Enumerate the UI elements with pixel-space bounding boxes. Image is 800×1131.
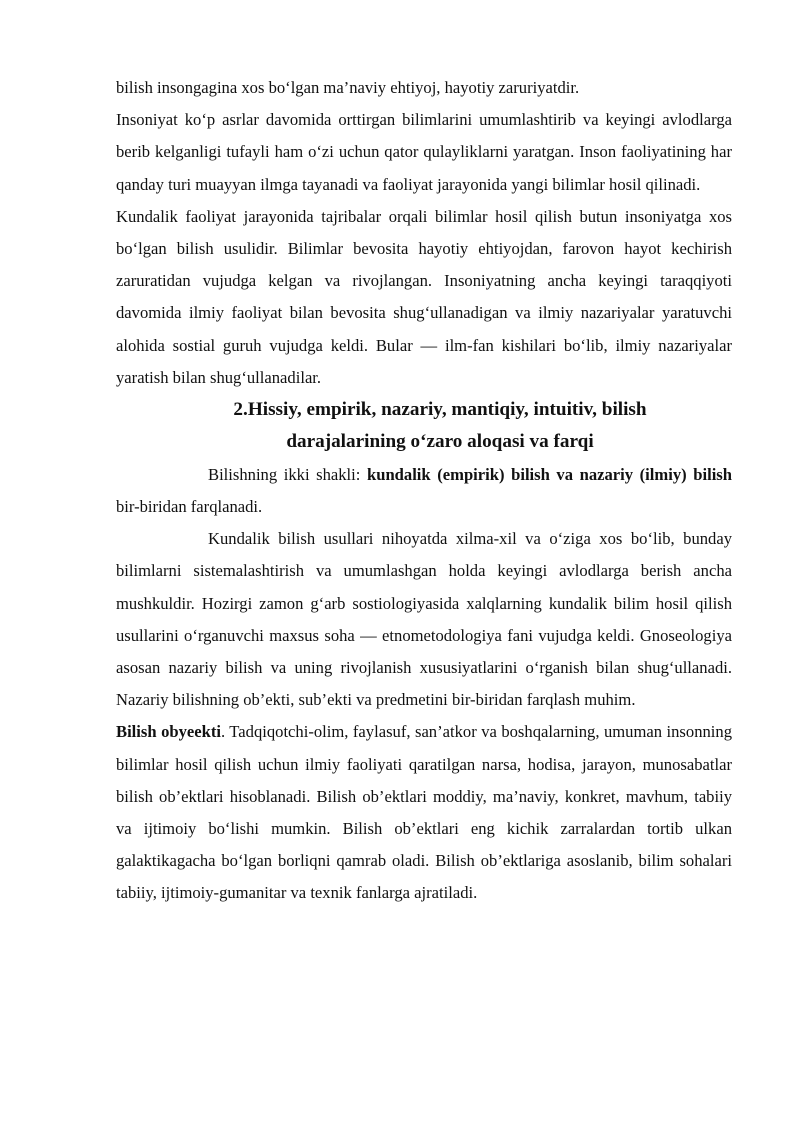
object-term-bold: Bilish obyeekti [116,722,221,742]
paragraph-humanity-knowledge: Insoniyat ko‘p asrlar davomida orttirgan bilimlarini umumlashtirib va keyingi avlodlarga berib kelganligi tufayli ham o‘zi uchun qator qulayliklarni yaratgan. Inson faoliyatining har qanday turi muayyan ilmga tayanadi va faoliyat jarayonida yangi bilimlar hosil qilinadi. [116,110,732,194]
two-forms-lead: Bilishning ikki shakli: [208,464,367,484]
document-page [116,72,732,910]
paragraph-object-of-knowledge [116,716,732,909]
paragraph-intro-continuation: bilish insongagina xos bo‘lgan ma’naviy ehtiyoj, hayotiy zaruriyatdir. [116,78,580,97]
section-heading-line-2: darajalarining o‘zaro aloqasi va farqi [286,431,594,453]
section-heading-line-1: 2.Hissiy, empirik, nazariy, mantiqiy, intuitiv, bilish [233,399,647,421]
section-heading [116,394,732,459]
paragraph-everyday-activity: Kundalik faoliyat jarayonida tajribalar orqali bilimlar hosil qilish butun insoniyatga xos bo‘lgan bilish usulidir. Bilimlar bevosita hayotiy ehtiyojdan, farovon hayot kechirish zaruratidan vujudga kelgan va rivojlangan. Insoniyatning ancha keyingi taraqqiyoti davomida ilmiy faoliyat bilan bevosita shug‘ullanadigan va ilmiy nazariyalar yaratuvchi alohida sostial guruh vujudga keldi. Bular — ilm-fan kishilari bo‘lib, ilmiy nazariyalar yaratish bilan shug‘ullanadilar. [116,206,732,387]
paragraph-two-forms [116,459,732,523]
two-forms-bold-term: kundalik (empirik) bilish va nazariy (ilmiy) bilish [366,464,732,484]
object-definition: . Tadqiqotchi-olim, faylasuf, san’atkor va boshqalarning, umuman insonning bilimlar hosil qilish uchun ilmiy faoliyati qaratilgan narsa, hodisa, jarayon, munosabatlar bilish ob’ektlari hisoblanadi. Bilish ob’ektlari moddiy, ma’naviy, konkret, mavhum, tabiiy va ijtimoiy bo‘lishi mumkin. Bilish ob’ektlari eng kichik zarralardan tortib ulkan galaktikagacha bo‘lgan borliqni qamrab oladi. Bilish ob’ektlariga asoslanib, bilim sohalari tabiiy, ijtimoiy-gumanitar va texnik fanlarga ajratiladi. [116,722,732,903]
two-forms-tail: bir-biridan farqlanadi. [116,497,263,517]
paragraph-everyday-methods: Kundalik bilish usullari nihoyatda xilma-xil va o‘ziga xos bo‘lib, bunday bilimlarni sistemalashtirish va umumlashgan holda keyingi avlodlarga berish ancha mushkuldir. Hozirgi zamon g‘arb sostiologiyasida xalqlarning kundalik bilim hosil qilish usullarini o‘rganuvchi maxsus soha — etnometodologiya fani vujudga keldi. Gnoseologiya asosan nazariy bilish va uning rivojlanish xususiyatlarini o‘rganish bilan shug‘ullanadi. Nazariy bilishning ob’ekti, sub’ekti va predmetini bir-biridan farqlash muhim. [116,529,732,710]
